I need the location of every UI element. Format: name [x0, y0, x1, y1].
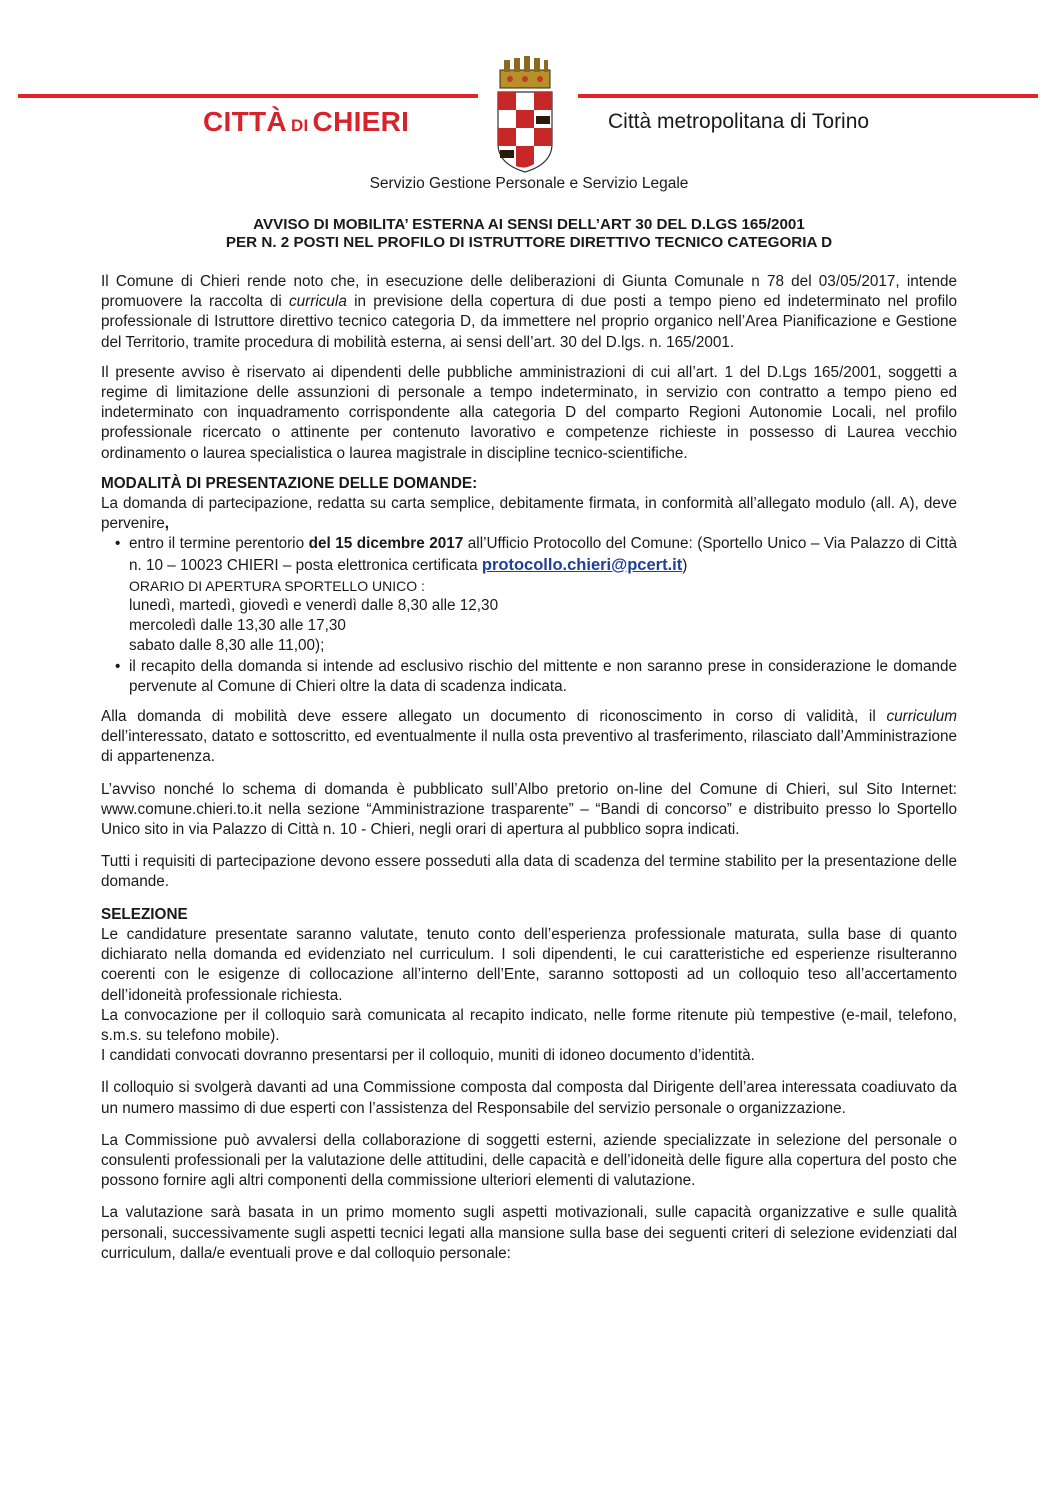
document-title	[0, 216, 1058, 252]
paragraph-intro-text-a: Il Comune di Chieri rende noto che, in esecuzione delle deliberazioni di Giunta Comunale n 78 del 03/05/2017, intende promuovere la raccolta di	[101, 273, 957, 311]
service-label: Servizio Gestione Personale e Servizio Legale	[369, 175, 689, 192]
paragraph-commission: Il colloquio si svolgerà davanti ad una Commissione composta dal composta dal Dirigente dell’area interessata coadiuvato da un numero massimo di due esperti con l’assistenza del Responsabile del servizio personale o organizzazione.	[101, 1079, 957, 1117]
paragraph-eligibility: Il presente avviso è riservato ai dipendenti delle pubbliche amministrazioni di cui all’art. 1 del D.Lgs 165/2001, soggetti a regime di limitazione delle assunzioni di personale a tempo indeterminato, in servizio con contratto a tempo pieno ed indeterminato con inquadramento corrispondente alla categoria D del comparto Regioni Autonomie Locali, nel profilo professionale ricercato o attinente per contenuto lavorativo e competenze richieste in possesso di Laurea vecchio ordinamento o laurea specialistica o laurea magistrale in discipline tecnico-scientifiche.	[101, 363, 957, 462]
pec-email-link[interactable]: protocollo.chieri@pcert.it	[481, 555, 683, 574]
attachments-text-a: Alla domanda di mobilità deve essere allegato un documento di riconoscimento in corso di validità, il	[101, 708, 887, 726]
paragraph-evaluation: Le candidature presentate saranno valutate, tenuto conto dell’esperienza professionale maturata, sulla base di quanto dichiarato nella domanda ed evidenziato nel curriculum. I soli dipendenti, le cui caratteristiche ed esperienze risulteranno coerenti con le esigenze di collocazione all’interno dell’Ente, saranno sottoposti ad un colloquio teso all’accertamento dell’idoneità professionale richiesta.	[101, 925, 957, 1004]
city-name-logo	[203, 106, 409, 138]
paragraph-criteria: La valutazione sarà basata in un primo momento sugli aspetti motivazionali, sulle capacità organizzative e sulle qualità personali, successivamente sugli aspetti tecnici legati alla mansione sulla base dei seguenti criteri di selezione evidenziati dal curriculum, dalla/e eventuali prove e dal colloquio personale:	[101, 1204, 957, 1262]
deadline-text-c: )	[682, 556, 688, 574]
heading-selezione: SELEZIONE	[101, 905, 188, 923]
attachments-emphasis: curriculum	[886, 708, 957, 726]
coat-of-arms-icon	[492, 56, 558, 174]
hours-line-1: lunedì, martedì, giovedì e venerdì dalle 8,30 alle 12,30	[129, 597, 499, 615]
heading-modalita: MODALITÀ DI PRESENTAZIONE DELLE DOMANDE:	[101, 474, 478, 492]
title-line-2: PER N. 2 POSTI NEL PROFILO DI ISTRUTTORE DIRETTIVO TECNICO CATEGORIA D	[225, 234, 833, 251]
deadline-text-a: entro il termine perentorio	[129, 535, 309, 553]
paragraph-intro	[101, 272, 957, 353]
paragraph-attachments	[101, 707, 957, 768]
paragraph-submission	[101, 494, 957, 534]
hours-line-2: mercoledì dalle 13,30 alle 17,30	[129, 617, 346, 635]
paragraph-submission-comma: ,	[164, 515, 170, 533]
paragraph-submission-text: La domanda di partecipazione, redatta su carta semplice, debitamente firmata, in conformità all’allegato modulo (all. A), deve pervenire	[101, 495, 957, 533]
city-citta: CITTÀ	[203, 106, 287, 137]
opening-hours	[129, 576, 957, 657]
paragraph-intro-text-b: in previsione della copertura di due posti a tempo pieno ed indeterminato nel profilo professionale di Istruttore direttivo tecnico categoria D, da immettere nel proprio organico nell’Area Pianificazione e Gestione del Territorio, tramite procedura di mobilità esterna, ai sensi dell’art. 30 del D.lgs. n. 165/2001.	[101, 293, 957, 351]
metro-city-label: Città metropolitana di Torino	[608, 110, 870, 133]
header-rule-left	[18, 94, 478, 98]
paragraph-external-experts: La Commissione può avvalersi della collaborazione di soggetti esterni, aziende specializzate in selezione del personale o consulenti professionali per la valutazione delle attitudini, delle capacità e dell’idoneità delle figure alla copertura del posto che possono fornire agli altri componenti della commissione ulteriori elementi di valutazione.	[101, 1131, 957, 1190]
paragraph-identity: I candidati convocati dovranno presentarsi per il colloquio, muniti di idoneo documento d’identità.	[101, 1047, 755, 1065]
paragraph-publication: L’avviso nonché lo schema di domanda è pubblicato sull’Albo pretorio on-line del Comune di Chieri, sul Sito Internet: www.comune.chieri.to.it nella sezione “Amministrazione trasparente” – “Bandi di concorso” e distribuito presso lo Sportello Unico sito in via Palazzo di Città n. 10 - Chieri, negli orari di apertura al pubblico sopra indicati.	[101, 780, 957, 839]
deadline-date: del 15 dicembre 2017	[308, 535, 464, 553]
attachments-text-b: dell’interessato, datato e sottoscritto, ed eventualmente il nulla osta preventivo al trasferimento, rilasciato dall’Amministrazione di appartenenza.	[101, 728, 957, 766]
deadline-text-b: all’Ufficio Protocollo del Comune: (Sportello Unico – Via Palazzo di Città n. 10 – 10023 CHIERI – posta elettronica certificata	[129, 535, 957, 574]
paragraph-requirements: Tutti i requisiti di partecipazione devono essere posseduti alla data di scadenza del termine stabilito per la presentazione delle domande.	[101, 853, 957, 891]
title-line-1: AVVISO DI MOBILITA’ ESTERNA AI SENSI DELL’ART 30 DEL D.LGS 165/2001	[253, 216, 805, 233]
paragraph-intro-emphasis: curricula	[289, 293, 347, 311]
submission-list	[101, 534, 957, 697]
city-chieri: CHIERI	[312, 106, 410, 137]
hours-title: ORARIO DI APERTURA SPORTELLO UNICO :	[129, 577, 425, 594]
hours-line-3: sabato dalle 8,30 alle 11,00);	[129, 637, 325, 655]
list-item-delivery-risk: • il recapito della domanda si intende ad esclusivo rischio del mittente e non saranno prese in considerazione le domande pervenute al Comune di Chieri oltre la data di scadenza indicata.	[129, 657, 957, 697]
list-item-deadline	[129, 534, 957, 656]
header-rule-right	[578, 94, 1038, 98]
paragraph-convocation: La convocazione per il colloquio sarà comunicata al recapito indicato, nelle forme ritenute più tempestive (e-mail, telefono, s.m.s. su telefono mobile).	[101, 1006, 957, 1044]
document-body	[101, 272, 957, 1264]
city-di: DI	[290, 116, 309, 135]
